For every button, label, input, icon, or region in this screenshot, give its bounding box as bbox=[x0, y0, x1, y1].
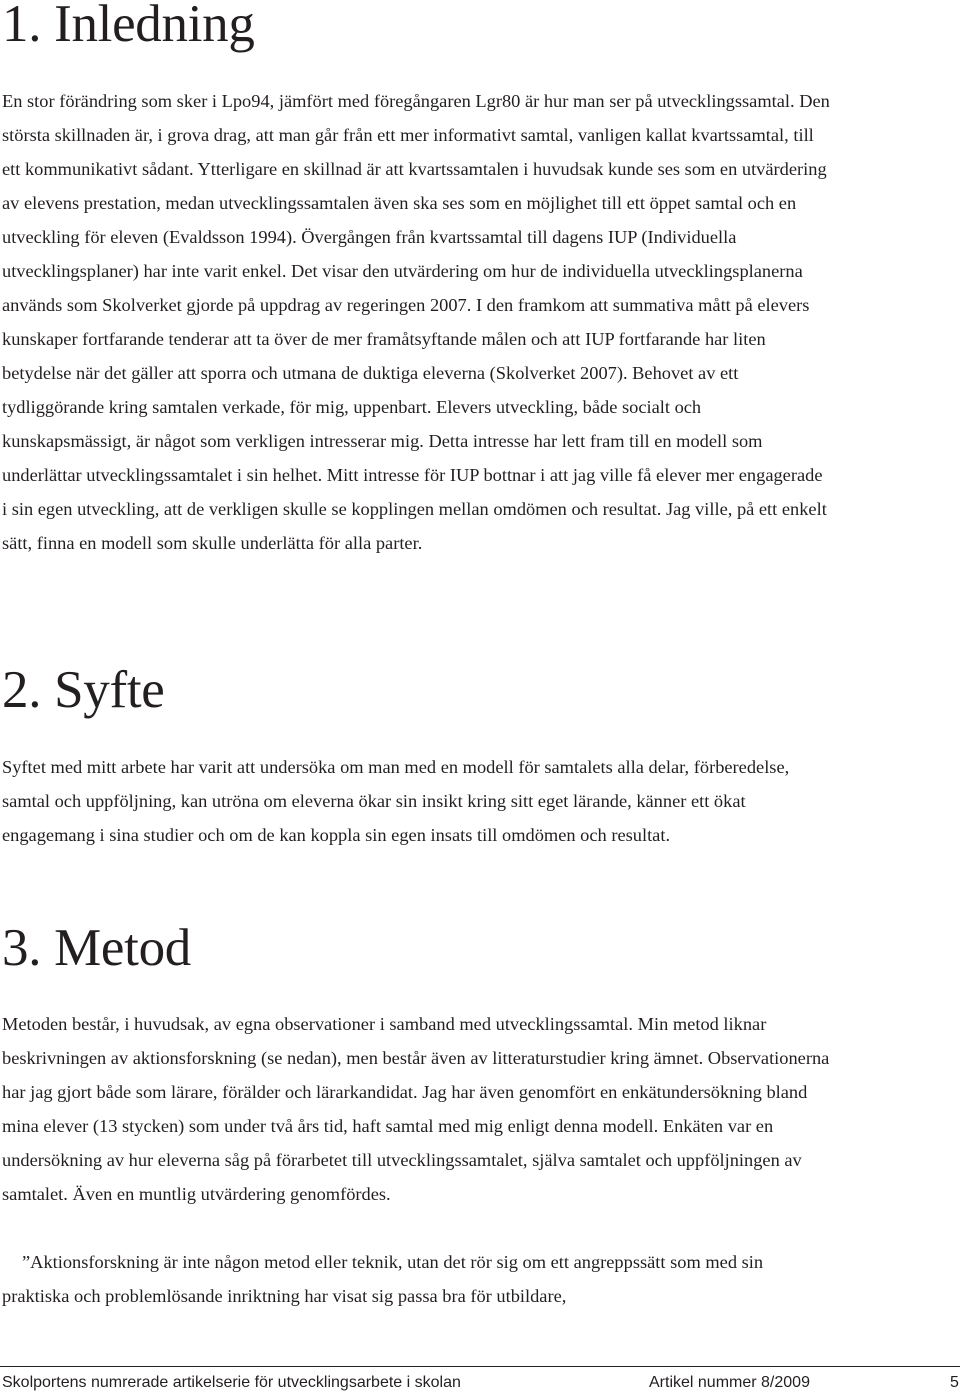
page-footer bbox=[0, 1370, 960, 1396]
footer-series-title: Skolportens numrerade artikelserie för utvecklingsarbete i skolan bbox=[2, 1374, 461, 1391]
paragraph-syfte: Syftet med mitt arbete har varit att undersöka om man med en modell för samtalets alla delar, förberedelse, samtal och uppföljning, kan utröna om eleverna ökar sin insikt kring sitt eget lärande, känner ett ökat engagemang i sina studier och om de kan koppla sin egen insats till omdömen och resultat. bbox=[2, 757, 790, 845]
footer-divider bbox=[0, 1366, 960, 1367]
paragraph-metod: Metoden består, i huvudsak, av egna observationer i samband med utvecklingssamtal. Min metod liknar beskrivningen av aktionsforskning (se nedan), men består även av litteraturstudier kring ämnet. Observationerna har jag gjort både som lärare, förälder och lärarkandidat. Jag har även genomfört en enkätundersökning bland mina elever (13 stycken) som under två års tid, haft samtal med mig enligt denna modell. Enkäten var en undersökning av hur eleverna såg på förarbetet till utvecklingssamtalet, själva samtalet och uppföljningen av samtalet. Även en muntlig utvärdering genomfördes. bbox=[2, 1014, 830, 1204]
section-heading-metod: 3. Metod bbox=[2, 919, 191, 977]
footer-page-number: 5 bbox=[950, 1374, 959, 1391]
section-heading-syfte: 2. Syfte bbox=[2, 661, 165, 719]
paragraph-quote: ”Aktionsforskning är inte någon metod eller teknik, utan det rör sig om ett angreppssätt som med sin praktiska och problemlösande inriktning har visat sig passa bra för utbildare, bbox=[2, 1252, 764, 1306]
section-heading-inledning: 1. Inledning bbox=[2, 0, 255, 53]
paragraph-inledning: En stor förändring som sker i Lpo94, jämfört med föregångaren Lgr80 är hur man ser på utvecklingssamtal. Den största skillnaden är, i grova drag, att man går från ett mer informativt samtal, vanligen kallat kvartssamtal, till ett kommunikativt sådant. Ytterligare en skillnad är att kvartssamtalen i huvudsak kunde ses som en utvärdering av elevens prestation, medan utvecklingssamtalen även ska ses som en möjlighet till ett öppet samtal och en utveckling för eleven (Evaldsson 1994). Övergången från kvartssamtal till dagens IUP (Individuella utvecklingsplaner) har inte varit enkel. Det visar den utvärdering om hur de individuella utvecklingsplanerna används som Skolverket gjorde på uppdrag av regeringen 2007. I den framkom att summativa mått på elevers kunskaper fortfarande tenderar att ta över de mer framåtsyftande målen och att IUP fortfarande har liten betydelse när det gäller att sporra och utmana de duktiga eleverna (Skolverket 2007). Behovet av ett tydliggörande kring samtalen verkade, för mig, uppenbart. Elevers utveckling, både socialt och kunskapsmässigt, är något som verkligen intresserar mig. Detta intresse har lett fram till en modell som underlättar utvecklingssamtalet i sin helhet. Mitt intresse för IUP bottnar i att jag ville få elever mer engagerade i sin egen utveckling, att de verkligen skulle se kopplingen mellan omdömen och resultat. Jag ville, på ett enkelt sätt, finna en modell som skulle underlätta för alla parter. bbox=[2, 91, 830, 553]
footer-article-number: Artikel nummer 8/2009 bbox=[649, 1374, 810, 1391]
